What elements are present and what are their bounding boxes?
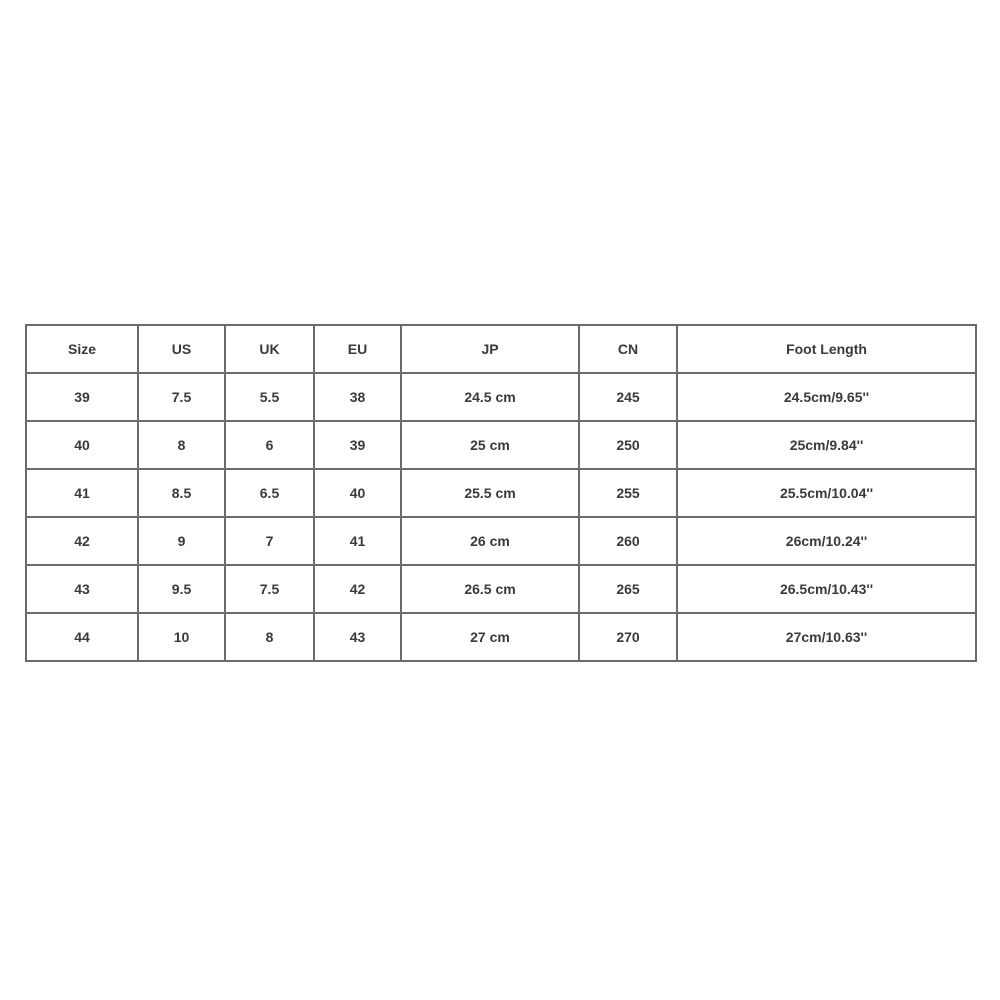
cell-cn: 270 — [579, 613, 677, 661]
header-size: Size — [26, 325, 138, 373]
header-us: US — [138, 325, 225, 373]
cell-size: 40 — [26, 421, 138, 469]
cell-foot-length: 25.5cm/10.04'' — [677, 469, 976, 517]
cell-size: 43 — [26, 565, 138, 613]
cell-jp: 26.5 cm — [401, 565, 579, 613]
cell-jp: 25.5 cm — [401, 469, 579, 517]
cell-jp: 27 cm — [401, 613, 579, 661]
cell-uk: 6.5 — [225, 469, 314, 517]
cell-us: 8.5 — [138, 469, 225, 517]
header-uk: UK — [225, 325, 314, 373]
table-row — [26, 469, 976, 517]
cell-uk: 5.5 — [225, 373, 314, 421]
cell-cn: 250 — [579, 421, 677, 469]
cell-jp: 26 cm — [401, 517, 579, 565]
cell-foot-length: 26.5cm/10.43'' — [677, 565, 976, 613]
table-row — [26, 517, 976, 565]
cell-size: 44 — [26, 613, 138, 661]
cell-uk: 7.5 — [225, 565, 314, 613]
cell-jp: 24.5 cm — [401, 373, 579, 421]
table-row — [26, 613, 976, 661]
cell-us: 10 — [138, 613, 225, 661]
header-foot-length: Foot Length — [677, 325, 976, 373]
cell-us: 9 — [138, 517, 225, 565]
table-header-row — [26, 325, 976, 373]
cell-size: 42 — [26, 517, 138, 565]
cell-foot-length: 25cm/9.84'' — [677, 421, 976, 469]
cell-foot-length: 24.5cm/9.65'' — [677, 373, 976, 421]
table-row — [26, 565, 976, 613]
size-chart-table — [25, 324, 977, 662]
cell-us: 9.5 — [138, 565, 225, 613]
table-row — [26, 421, 976, 469]
header-jp: JP — [401, 325, 579, 373]
cell-cn: 265 — [579, 565, 677, 613]
table-row — [26, 373, 976, 421]
cell-uk: 6 — [225, 421, 314, 469]
cell-eu: 43 — [314, 613, 401, 661]
cell-cn: 245 — [579, 373, 677, 421]
cell-eu: 42 — [314, 565, 401, 613]
cell-us: 8 — [138, 421, 225, 469]
cell-eu: 38 — [314, 373, 401, 421]
cell-cn: 255 — [579, 469, 677, 517]
cell-uk: 8 — [225, 613, 314, 661]
cell-eu: 41 — [314, 517, 401, 565]
cell-eu: 40 — [314, 469, 401, 517]
cell-foot-length: 27cm/10.63'' — [677, 613, 976, 661]
cell-foot-length: 26cm/10.24'' — [677, 517, 976, 565]
header-cn: CN — [579, 325, 677, 373]
cell-eu: 39 — [314, 421, 401, 469]
header-eu: EU — [314, 325, 401, 373]
cell-size: 41 — [26, 469, 138, 517]
cell-us: 7.5 — [138, 373, 225, 421]
cell-size: 39 — [26, 373, 138, 421]
cell-jp: 25 cm — [401, 421, 579, 469]
cell-uk: 7 — [225, 517, 314, 565]
cell-cn: 260 — [579, 517, 677, 565]
